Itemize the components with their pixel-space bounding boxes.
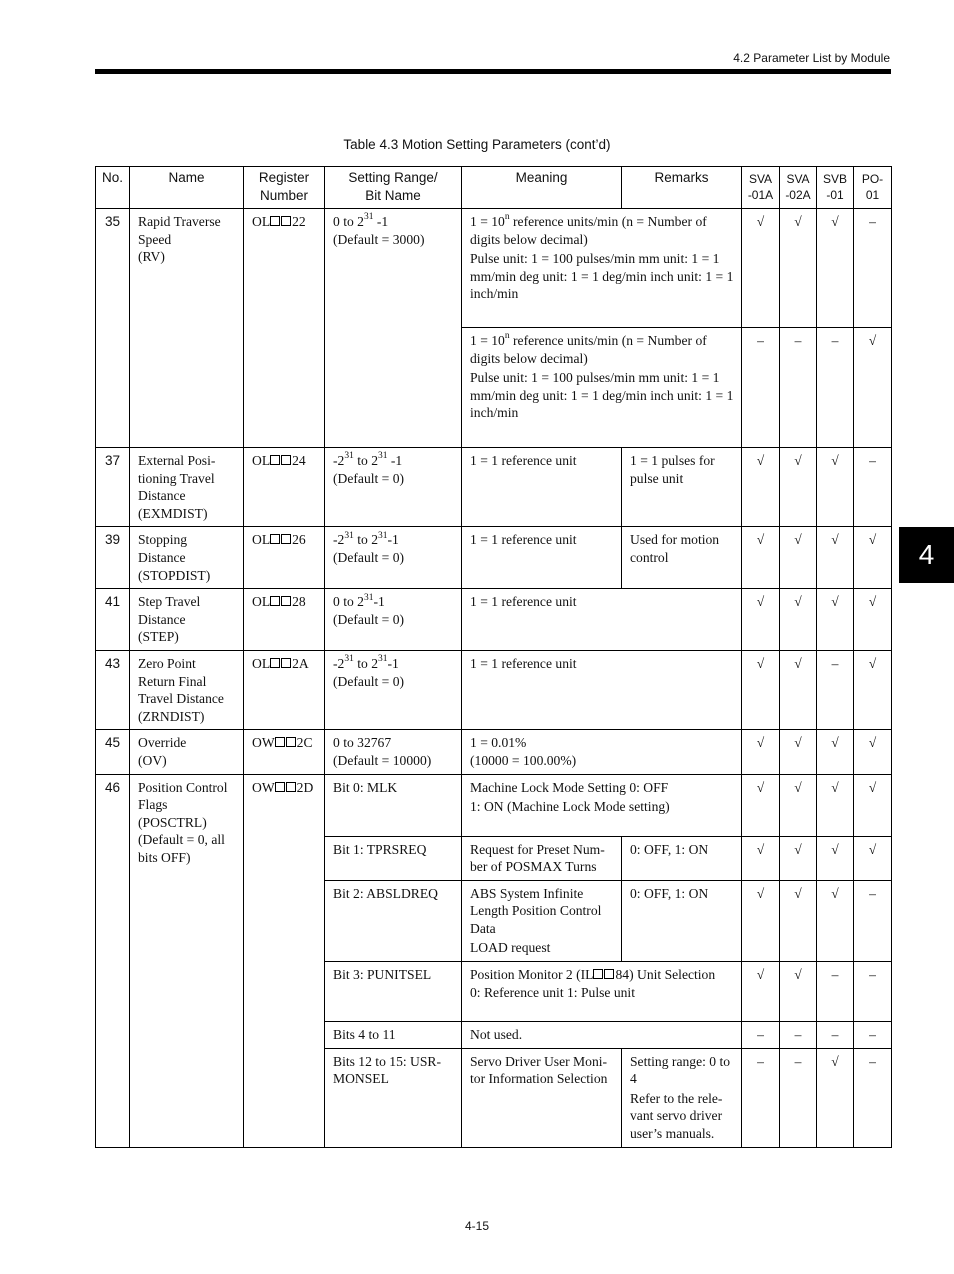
check-po01: √ <box>854 650 892 729</box>
register-prefix: OL <box>252 532 271 548</box>
register-number <box>244 650 325 729</box>
register-suffix: 26 <box>292 532 306 548</box>
check-sva02a: √ <box>780 730 817 774</box>
register-suffix: 2A <box>292 655 309 671</box>
remarks-cell: 1 = 1 pulses for pulse unit <box>622 448 742 527</box>
col-header-register: Register Number <box>244 167 325 209</box>
range-text: 0 to 2 <box>333 594 364 610</box>
bit-name: Bit 2: ABSLDREQ <box>325 880 462 961</box>
check-po01: √ <box>854 774 892 836</box>
check-po01: √ <box>854 328 892 448</box>
register-number <box>244 730 325 774</box>
row-name: Override (OV) <box>130 730 244 774</box>
row-no: 37 <box>96 448 130 527</box>
placeholder-box-icon <box>270 455 280 465</box>
placeholder-box-icon <box>281 658 291 668</box>
range-text: to 2 <box>353 453 378 468</box>
placeholder-box-icon <box>286 782 296 792</box>
register-prefix: OL <box>252 594 271 610</box>
check-sva01a: √ <box>742 448 780 527</box>
chapter-tab: 4 <box>899 527 954 583</box>
range-text: -1 <box>387 453 403 468</box>
register-prefix: OL <box>252 214 271 229</box>
check-svb01: √ <box>817 880 854 961</box>
table-header-row <box>96 167 892 209</box>
placeholder-box-icon <box>604 969 614 979</box>
col-header-remarks: Remarks <box>622 167 742 209</box>
check-svb01: – <box>817 1022 854 1049</box>
placeholder-box-icon <box>270 596 280 606</box>
range-default: (Default = 0) <box>333 470 405 486</box>
meaning-text: reference units/min (n = Number of digits below decimal) <box>470 333 707 366</box>
range-exponent: 31 <box>378 451 388 462</box>
placeholder-box-icon <box>281 534 291 544</box>
bit-name: Bit 1: TPRSREQ <box>325 836 462 880</box>
meaning-cell: 1 = 1 reference unit <box>462 589 742 651</box>
meaning-cell: 1 = 1 reference unit <box>462 650 742 729</box>
row-no: 43 <box>96 650 130 729</box>
check-sva01a: √ <box>742 836 780 880</box>
range-exponent: 31 <box>378 530 388 541</box>
register-suffix: 2D <box>296 779 314 795</box>
register-number <box>244 448 325 527</box>
check-po01: – <box>854 1022 892 1049</box>
check-svb01: √ <box>817 448 854 527</box>
row-no: 35 <box>96 209 130 448</box>
meaning-cell: 1 = 0.01% (10000 = 100.00%) <box>462 730 742 774</box>
remarks-cell: Used for motion control <box>622 527 742 589</box>
meaning-cell <box>462 962 742 1022</box>
check-sva02a: – <box>780 1022 817 1049</box>
placeholder-box-icon <box>281 596 291 606</box>
meaning-cell: 1 = 1 reference unit <box>462 448 622 527</box>
col-header-meaning: Meaning <box>462 167 622 209</box>
placeholder-box-icon <box>593 969 603 979</box>
table-row <box>96 209 892 328</box>
row-no: 45 <box>96 730 130 774</box>
row-name: Zero Point Return Final Travel Distance (ZRNDIST) <box>130 650 244 729</box>
check-po01: – <box>854 209 892 328</box>
bit-name: Bit 0: MLK <box>325 774 462 836</box>
meaning-text: LOAD request <box>470 940 551 956</box>
meaning-cell <box>462 328 742 448</box>
check-po01: √ <box>854 836 892 880</box>
table-row <box>96 774 892 836</box>
bit-name: Bit 3: PUNITSEL <box>325 962 462 1022</box>
meaning-text: 0: Reference unit 1: Pulse unit <box>470 984 635 1000</box>
range-default: (Default = 0) <box>333 673 405 689</box>
placeholder-box-icon <box>270 658 280 668</box>
motion-parameters-table <box>95 166 892 1148</box>
range-text: -1 <box>373 214 389 229</box>
register-number <box>244 774 325 1147</box>
col-header-svb01: SVB -01 <box>817 167 854 209</box>
table-row <box>96 527 892 589</box>
col-header-sva02a: SVA -02A <box>780 167 817 209</box>
placeholder-box-icon <box>281 216 291 226</box>
row-name: Position Control Flags (POSCTRL) (Default = 0, all bits OFF) <box>130 774 244 1147</box>
check-svb01: – <box>817 962 854 1022</box>
row-name: Step Travel Distance (STEP) <box>130 589 244 651</box>
meaning-exponent: n <box>504 331 510 342</box>
col-header-po01: PO- 01 <box>854 167 892 209</box>
check-sva02a: √ <box>780 589 817 651</box>
check-sva02a: √ <box>780 209 817 328</box>
check-po01: – <box>854 1048 892 1147</box>
meaning-units: Pulse unit: 1 = 100 pulses/min mm unit: 1 = 1 mm/min deg unit: 1 = 1 deg/min inch unit: 1 = 1 inch/min <box>470 251 734 302</box>
check-sva02a: – <box>780 328 817 448</box>
range-text: -1 <box>387 532 399 548</box>
range-exponent: 31 <box>363 212 374 223</box>
col-header-name: Name <box>130 167 244 209</box>
row-no: 41 <box>96 589 130 651</box>
check-svb01: √ <box>817 730 854 774</box>
check-sva02a: √ <box>780 962 817 1022</box>
section-header: 4.2 Parameter List by Module <box>733 51 890 65</box>
col-header-no: No. <box>96 167 130 209</box>
meaning-text: Position Monitor 2 (IL <box>470 967 594 983</box>
remarks-cell: 0: OFF, 1: ON <box>622 836 742 880</box>
remarks-text: Refer to the rele- vant servo driver user’s manuals. <box>630 1090 723 1142</box>
check-sva02a: √ <box>780 527 817 589</box>
check-sva01a: – <box>742 328 780 448</box>
register-prefix: OW <box>252 779 275 795</box>
check-sva01a: √ <box>742 880 780 961</box>
register-suffix: 2C <box>296 735 313 751</box>
placeholder-box-icon <box>281 455 291 465</box>
check-po01: √ <box>854 730 892 774</box>
setting-range <box>325 650 462 729</box>
check-svb01: – <box>817 650 854 729</box>
range-text: -2 <box>333 655 345 671</box>
meaning-cell: Request for Preset Num- ber of POSMAX Turns <box>462 836 622 880</box>
range-default: (Default = 0) <box>333 611 405 627</box>
register-prefix: OL <box>252 655 271 671</box>
bit-name: Bits 12 to 15: USR- MONSEL <box>325 1048 462 1147</box>
register-number <box>244 527 325 589</box>
table-row <box>96 730 892 774</box>
range-text: -1 <box>387 655 399 671</box>
check-sva02a: √ <box>780 880 817 961</box>
table-row <box>96 650 892 729</box>
range-text: to 2 <box>353 532 378 548</box>
register-prefix: OW <box>252 735 275 751</box>
check-sva01a: – <box>742 1048 780 1147</box>
setting-range <box>325 589 462 651</box>
meaning-text: Machine Lock Mode Setting 0: OFF <box>470 779 669 795</box>
range-text: -2 <box>333 532 345 548</box>
row-name: Rapid Traverse Speed (RV) <box>130 209 244 448</box>
range-text: -2 <box>333 453 345 468</box>
setting-range <box>325 527 462 589</box>
check-sva02a: √ <box>780 774 817 836</box>
check-svb01: √ <box>817 209 854 328</box>
header-rule <box>95 69 891 74</box>
placeholder-box-icon <box>275 782 285 792</box>
meaning-text: 1 = 10 <box>470 214 505 229</box>
check-sva02a: √ <box>780 448 817 527</box>
bit-name: Bits 4 to 11 <box>325 1022 462 1049</box>
range-exponent: 31 <box>363 592 374 603</box>
check-sva01a: √ <box>742 962 780 1022</box>
range-text: -1 <box>373 594 385 610</box>
register-suffix: 22 <box>292 214 306 229</box>
setting-range <box>325 209 462 448</box>
meaning-cell <box>462 880 622 961</box>
check-sva01a: √ <box>742 209 780 328</box>
meaning-text: 84) Unit Selection <box>615 967 716 983</box>
check-sva01a: √ <box>742 527 780 589</box>
range-exponent: 31 <box>344 654 354 665</box>
meaning-text: reference units/min (n = Number of digits below decimal) <box>470 214 707 247</box>
table-row <box>96 448 892 527</box>
check-sva01a: √ <box>742 650 780 729</box>
check-po01: √ <box>854 527 892 589</box>
check-po01: √ <box>854 589 892 651</box>
register-suffix: 28 <box>292 594 306 610</box>
meaning-text: ABS System Infinite Length Position Control Data <box>470 885 602 936</box>
meaning-cell: Not used. <box>462 1022 742 1049</box>
placeholder-box-icon <box>275 737 285 747</box>
meaning-exponent: n <box>504 212 510 223</box>
check-svb01: √ <box>817 1048 854 1147</box>
check-sva01a: √ <box>742 730 780 774</box>
range-exponent: 31 <box>378 654 388 665</box>
check-sva01a: √ <box>742 589 780 651</box>
remarks-text: Setting range: 0 to 4 <box>630 1053 731 1087</box>
meaning-cell <box>462 774 742 836</box>
check-svb01: – <box>817 328 854 448</box>
table-row <box>96 589 892 651</box>
check-po01: – <box>854 962 892 1022</box>
check-svb01: √ <box>817 836 854 880</box>
meaning-units: Pulse unit: 1 = 100 pulses/min mm unit: 1 = 1 mm/min deg unit: 1 = 1 deg/min inch unit: 1 = 1 inch/min <box>470 370 734 421</box>
col-header-sva01a: SVA -01A <box>742 167 780 209</box>
remarks-cell <box>622 1048 742 1147</box>
placeholder-box-icon <box>270 216 280 226</box>
meaning-cell: 1 = 1 reference unit <box>462 527 622 589</box>
range-exponent: 31 <box>344 451 354 462</box>
meaning-text: 1 = 10 <box>470 333 505 348</box>
placeholder-box-icon <box>286 737 296 747</box>
check-svb01: √ <box>817 774 854 836</box>
setting-range: 0 to 32767 (Default = 10000) <box>325 730 462 774</box>
page-number: 4-15 <box>464 1219 490 1233</box>
register-number <box>244 589 325 651</box>
meaning-cell <box>462 209 742 328</box>
check-po01: – <box>854 448 892 527</box>
check-svb01: √ <box>817 527 854 589</box>
table-caption: Table 4.3 Motion Setting Parameters (cont’d) <box>343 137 611 152</box>
check-sva02a: √ <box>780 650 817 729</box>
remarks-cell: 0: OFF, 1: ON <box>622 880 742 961</box>
range-text: to 2 <box>353 655 378 671</box>
check-sva02a: – <box>780 1048 817 1147</box>
range-text: 0 to 2 <box>333 214 364 229</box>
col-header-range: Setting Range/ Bit Name <box>325 167 462 209</box>
meaning-text: 1: ON (Machine Lock Mode setting) <box>470 799 670 815</box>
row-no: 46 <box>96 774 130 1147</box>
row-no: 39 <box>96 527 130 589</box>
range-exponent: 31 <box>344 530 354 541</box>
setting-range <box>325 448 462 527</box>
range-default: (Default = 0) <box>333 549 405 565</box>
register-number <box>244 209 325 448</box>
row-name: Stopping Distance (STOPDIST) <box>130 527 244 589</box>
row-name: External Posi- tioning Travel Distance (EXMDIST) <box>130 448 244 527</box>
register-suffix: 24 <box>292 453 306 468</box>
range-default: (Default = 3000) <box>333 231 425 247</box>
check-po01: – <box>854 880 892 961</box>
check-sva02a: √ <box>780 836 817 880</box>
check-svb01: √ <box>817 589 854 651</box>
placeholder-box-icon <box>270 534 280 544</box>
meaning-cell: Servo Driver User Moni- tor Information Selection <box>462 1048 622 1147</box>
register-prefix: OL <box>252 453 271 468</box>
check-sva01a: – <box>742 1022 780 1049</box>
check-sva01a: √ <box>742 774 780 836</box>
